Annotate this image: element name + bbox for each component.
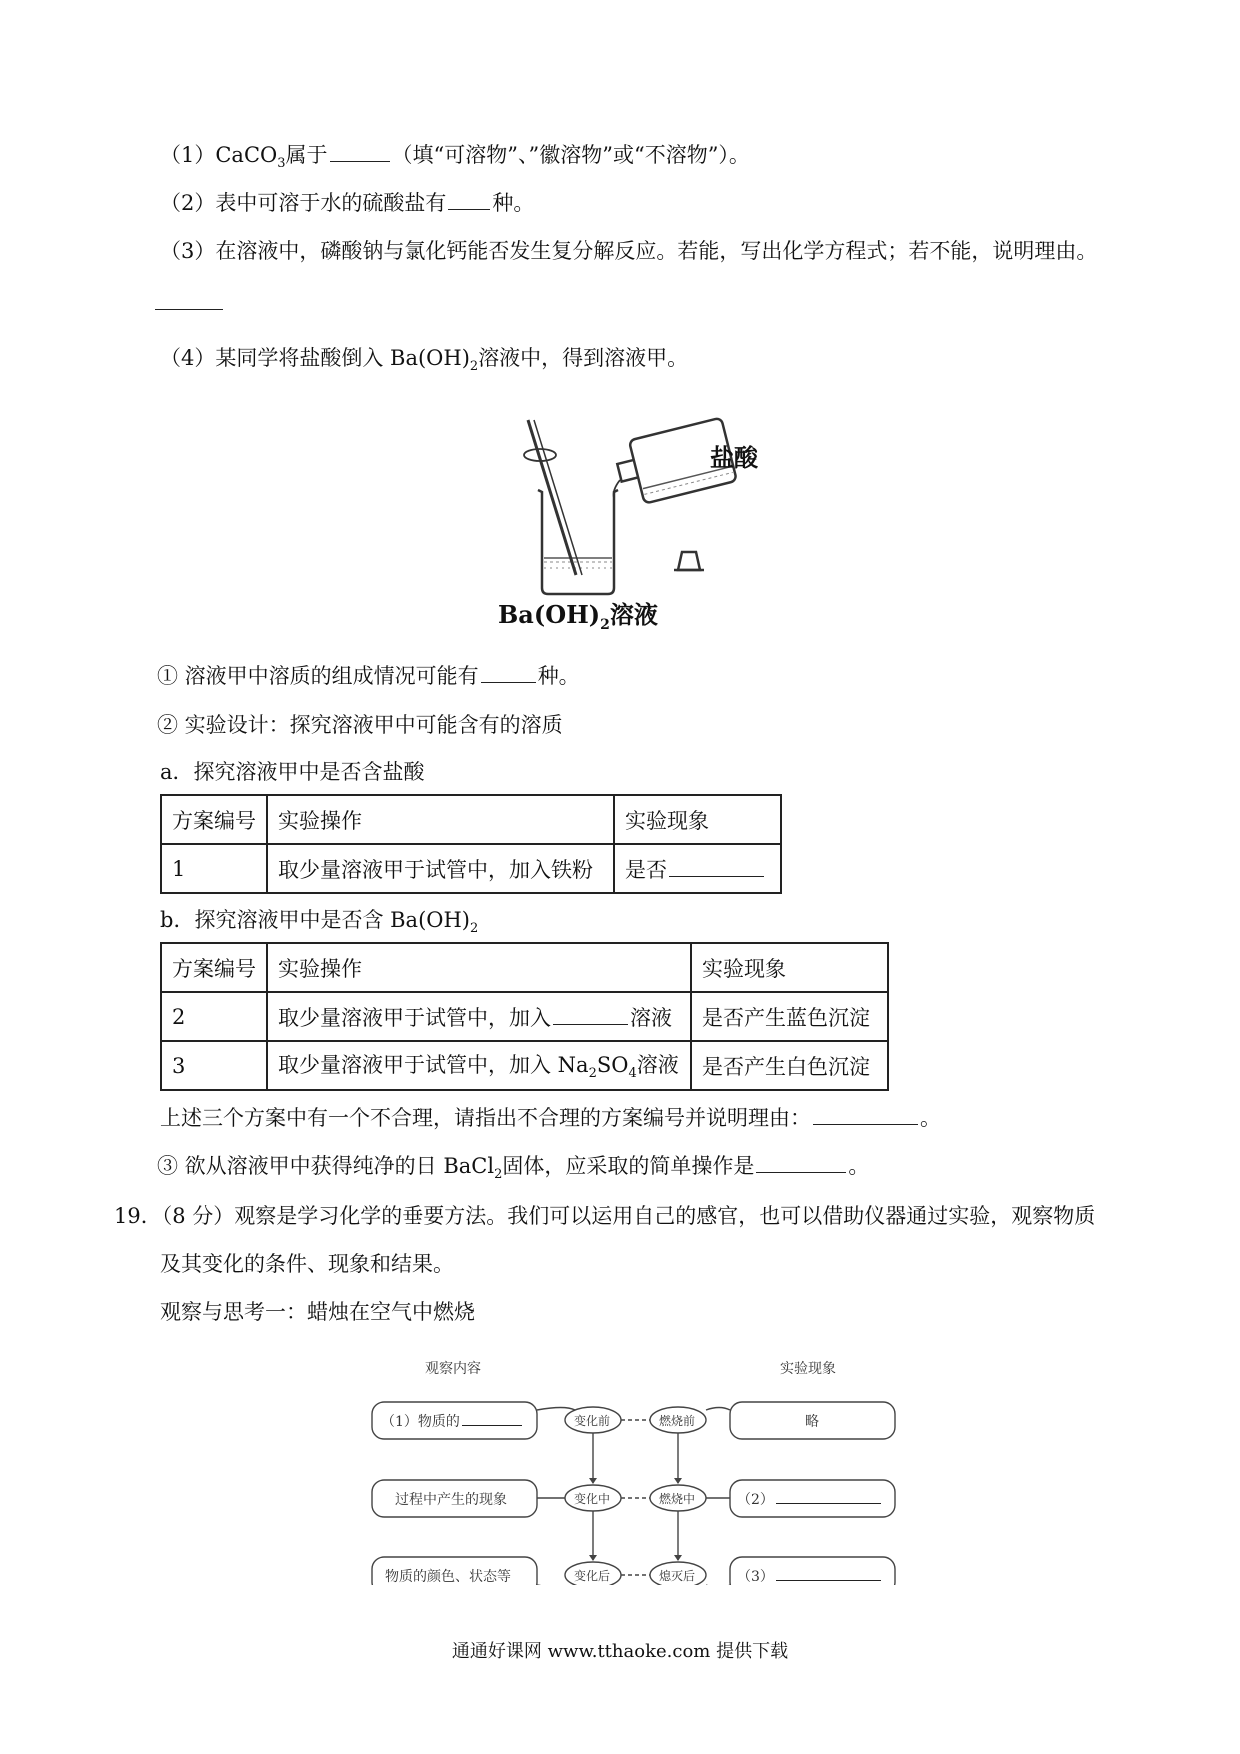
candle-observation-flowchart xyxy=(365,1350,905,1585)
flow-left-box-2: 过程中产生的现象 xyxy=(395,1492,507,1508)
answer-blank[interactable] xyxy=(462,1411,522,1426)
answer-blank[interactable] xyxy=(155,309,223,310)
flow-right-box-3: （3） xyxy=(737,1566,883,1586)
part-a-title: a．探究溶液甲中是否含盐酸 xyxy=(160,760,425,784)
part-b-table xyxy=(160,942,889,1091)
beaker-pouring-figure xyxy=(500,410,800,635)
answer-blank[interactable] xyxy=(330,141,390,162)
flow-right-title: 实验现象 xyxy=(780,1361,836,1377)
flow-left-box-3: 物质的颜色、状态等 xyxy=(385,1569,511,1585)
subquestion-3: ③ 欲从溶液甲中获得纯净的日 BaCl$_2$固体，应采取的简单操作是 。 xyxy=(157,1154,870,1183)
answer-blank[interactable] xyxy=(776,1489,881,1504)
question-19-line-2: 及其变化的条件、现象和结果。 xyxy=(160,1252,454,1276)
flow-right-box-2: （2） xyxy=(737,1489,883,1509)
part-a-table xyxy=(160,794,782,894)
flow-mid-right-2: 燃烧中 xyxy=(659,1492,696,1506)
flow-right-box-1: 略 xyxy=(805,1414,819,1430)
table-row: 3 取少量溶液甲于试管中，加入 $Na_2SO_4$溶液 是否产生白色沉淀 xyxy=(161,1041,888,1090)
acid-label: 盐酸 xyxy=(710,443,758,472)
table-header-row: 方案编号 实验操作 实验现象 xyxy=(161,795,781,844)
flowchart-lines xyxy=(365,1350,905,1585)
table-header-row: 方案编号 实验操作 实验现象 xyxy=(161,943,888,992)
question-1: （1）CaCO$_3$属于 （填“可溶物”、”徽溶物”或“不溶物”）。 xyxy=(160,143,750,172)
base-solution-label: $Ba(OH)_2$溶液 xyxy=(498,600,658,633)
answer-blank[interactable] xyxy=(813,1104,918,1125)
table-row: 2 取少量溶液甲于试管中，加入 溶液 是否产生蓝色沉淀 xyxy=(161,992,888,1041)
answer-blank[interactable] xyxy=(669,856,764,877)
flow-mid-left-2: 变化中 xyxy=(574,1492,611,1506)
question-19-line-1: 19．（8 分）观察是学习化学的垂要方法。我们可以运用自己的感官，也可以借助仪器通过实验，观察物质 xyxy=(114,1204,1096,1228)
flow-left-title: 观察内容 xyxy=(425,1361,481,1377)
page-footer: 通通好课网 www.tthaoke.com 提供下载 xyxy=(451,1641,789,1662)
answer-blank[interactable] xyxy=(776,1566,881,1581)
answer-blank[interactable] xyxy=(448,189,490,210)
question-2: （2）表中可溶于水的硫酸盐有 种。 xyxy=(160,191,535,215)
answer-blank[interactable] xyxy=(481,662,536,683)
flow-mid-right-1: 燃烧前 xyxy=(659,1414,696,1428)
question-3: （3）在溶液中，磷酸钠与氯化钙能否发生复分解反应。若能，写出化学方程式；若不能，说明理由。 xyxy=(160,239,1098,263)
flow-mid-right-3: 熄灭后 xyxy=(659,1569,696,1583)
question-19-line-3: 观察与思考一：蜡烛在空气中燃烧 xyxy=(160,1300,475,1324)
question-4: （4）某同学将盐酸倒入 $Ba(OH)_2$溶液中，得到溶液甲。 xyxy=(160,346,689,375)
subquestion-1: ① 溶液甲中溶质的组成情况可能有 种。 xyxy=(157,664,580,688)
subquestion-2: ② 实验设计：探究溶液甲中可能含有的溶质 xyxy=(157,713,563,737)
table-row: 1 取少量溶液甲于试管中，加入铁粉 是否 xyxy=(161,844,781,893)
part-b-title: b．探究溶液甲中是否含 $Ba(OH)_2$ xyxy=(160,908,479,937)
answer-blank[interactable] xyxy=(756,1152,846,1173)
flow-mid-left-3: 变化后 xyxy=(574,1569,611,1583)
flow-left-box-1: （1）物质的 xyxy=(381,1411,524,1431)
flow-mid-left-1: 变化前 xyxy=(574,1414,611,1428)
reason-question: 上述三个方案中有一个不合理，请指出不合理的方案编号并说明理由： 。 xyxy=(160,1106,941,1130)
answer-blank[interactable] xyxy=(553,1004,628,1025)
